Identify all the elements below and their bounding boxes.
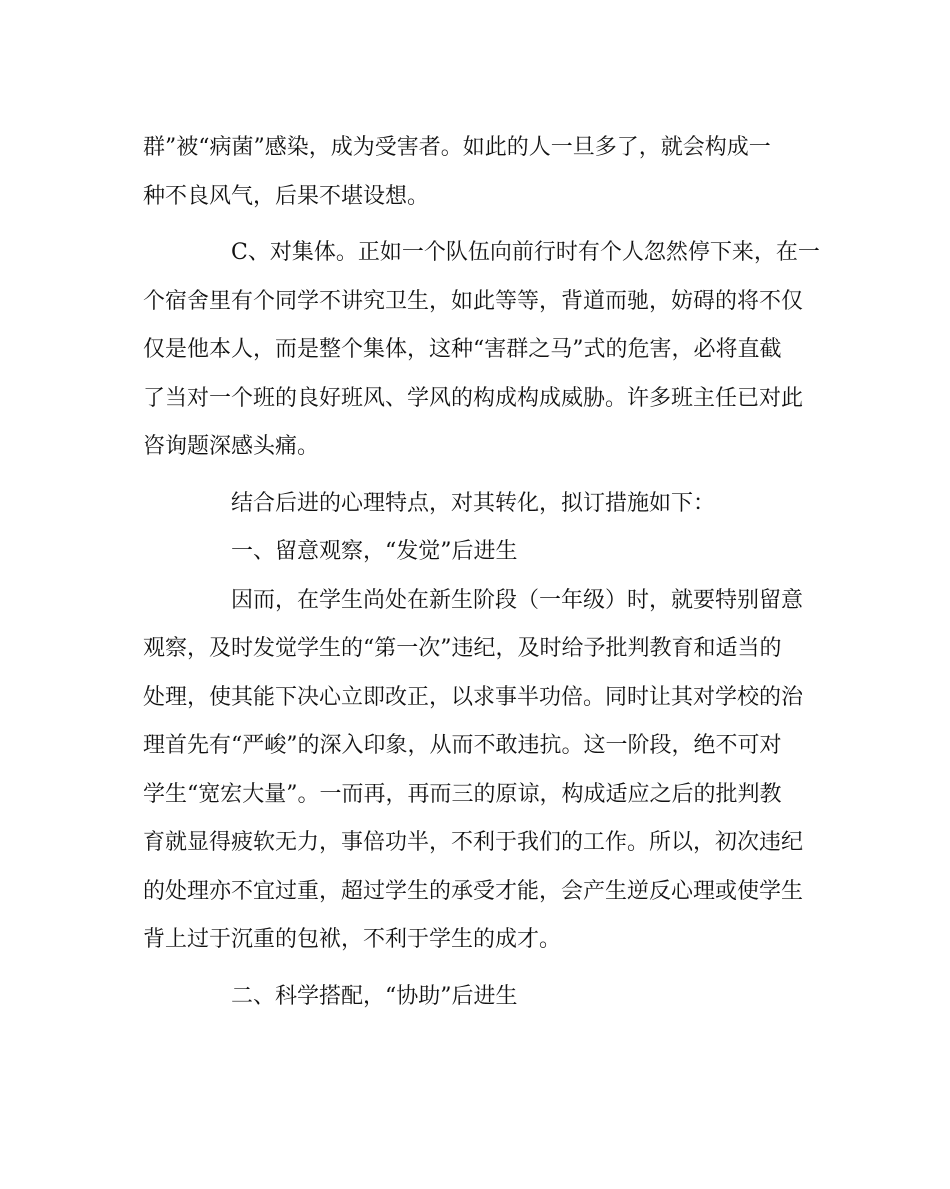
text-line: 个宿舍里有个同学不讲究卫生，如此等等，背道而驰，妨碍的将不仅 bbox=[143, 288, 804, 314]
text-line: 理首先有“严峻”的深入印象，从而不敢违抗。这一阶段，绝不可对 bbox=[143, 733, 782, 758]
paragraph-start-line: 因而，在学生尚处在新生阶段（一年级）时，就要特别留意 bbox=[231, 587, 804, 613]
text-line: 学生“宽宏大量”。一而再，再而三的原谅，构成适应之后的批判教 bbox=[143, 781, 782, 807]
section-heading-2: 二、科学搭配，“协助”后进生 bbox=[231, 983, 518, 1009]
text-line: 咨询题深感头痛。 bbox=[143, 434, 320, 459]
text-line: 了当对一个班的良好班风、学风的构成构成威胁。许多班主任已对此 bbox=[143, 385, 804, 411]
text-line: 仅是他本人，而是整个集体，这种“害群之马”式的危害，必将直截 bbox=[143, 337, 782, 362]
text-line: 背上过于沉重的包袱，不利于学生的成才。 bbox=[143, 927, 562, 952]
text-line: 种不良风气，后果不堪设想。 bbox=[143, 183, 430, 209]
paragraph-start-line: C、对集体。正如一个队伍向前行时有个人忽然停下来，在一 bbox=[231, 240, 820, 265]
text-line: 处理，使其能下决心立即改正，以求事半功倍。同时让其对学校的治 bbox=[143, 684, 804, 710]
document-body bbox=[143, 124, 820, 1021]
text-line: 育就显得疲软无力，事倍功半，不利于我们的工作。所以，初次违纪 bbox=[143, 830, 804, 855]
paragraph-start-line: 结合后进的心理特点，对其转化，拟订措施如下： bbox=[231, 490, 716, 516]
text-line: 观察，及时发觉学生的“第一次”违纪，及时给予批判教育和适当的 bbox=[143, 636, 782, 661]
text-line: 的处理亦不宜过重，超过学生的承受才能，会产生逆反心理或使学生 bbox=[143, 878, 804, 904]
section-heading-1: 一、留意观察，“发觉”后进生 bbox=[231, 539, 518, 564]
text-line: 群”被“病菌”感染，成为受害者。如此的人一旦多了，就会构成一 bbox=[143, 135, 771, 160]
